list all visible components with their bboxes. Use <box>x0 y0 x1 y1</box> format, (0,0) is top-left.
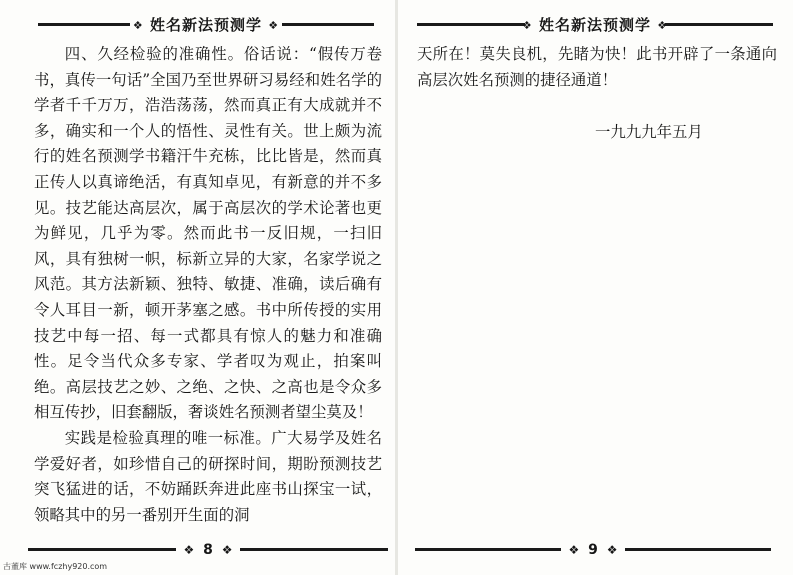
diamond-ornament-icon: ❖ <box>132 19 144 32</box>
right-page-body <box>417 42 777 93</box>
right-page-header <box>417 14 773 36</box>
diamond-ornament-icon: ❖ <box>568 543 580 557</box>
diamond-ornament-icon: ❖ <box>521 19 533 32</box>
preface-date: 一九九九年五月 <box>595 123 703 141</box>
left-page-body <box>34 42 382 528</box>
right-page <box>397 0 793 575</box>
diamond-ornament-icon: ❖ <box>606 543 618 557</box>
diamond-ornament-icon: ❖ <box>268 19 280 32</box>
paragraph-accuracy: 四、久经检验的准确性。俗话说：“假传万卷书，真传一句话”全国乃至世界研习易经和姓名学的学者千千万万，浩浩荡荡，然而真正有大成就并不多，确实和一个人的悟性、灵性有关。世上颇为流行的姓名预测学书籍汗牛充栋，比比皆是，然而真正传人以真谛绝活，有真知卓见，有新意的并不多见。技艺能达高层次，属于高层次的学术论著也更为鲜见，几乎为零。然而此书一反旧规，一扫旧风，具有独树一帜，标新立异的大家，名家学说之风范。其方法新颖、独特、敏捷、准确，读后确有令人耳目一新，顿开茅塞之感。书中所传授的实用技艺中每一招、每一式都具有惊人的魅力和准确性。足令当代众多专家、学者叹为观止，拍案叫绝。高层技艺之妙、之绝、之快、之高也是令众多相互传抄，旧套翻版，奢谈姓名预测者望尘莫及！ <box>34 45 382 422</box>
paragraph-continuation: 天所在！莫失良机，先睹为快！此书开辟了一条通向高层次姓名预测的捷径通道！ <box>417 45 777 89</box>
page-number-block <box>28 540 388 560</box>
running-title <box>417 14 773 37</box>
right-page-footer <box>415 540 771 560</box>
running-title <box>38 14 374 37</box>
page-number: 9 <box>588 542 598 558</box>
diamond-ornament-icon: ❖ <box>657 19 669 32</box>
running-title-text: 姓名新法预测学 <box>538 16 651 34</box>
page-number-block <box>415 540 771 560</box>
diamond-ornament-icon: ❖ <box>221 543 233 557</box>
paragraph-practice: 实践是检验真理的唯一标准。广大易学及姓名学爱好者，如珍惜自己的研探时间，期盼预测技艺突飞猛进的话，不妨踊跃奔进此座书山探宝一试，领略其中的另一番别开生面的洞 <box>34 428 382 524</box>
site-watermark: 古董库 www.fczhy920.com <box>3 562 108 571</box>
running-title-text: 姓名新法预测学 <box>149 16 262 34</box>
left-page-header <box>38 14 374 36</box>
left-page <box>0 0 396 575</box>
page-number: 8 <box>203 542 213 558</box>
diamond-ornament-icon: ❖ <box>183 543 195 557</box>
left-page-footer <box>28 540 388 560</box>
